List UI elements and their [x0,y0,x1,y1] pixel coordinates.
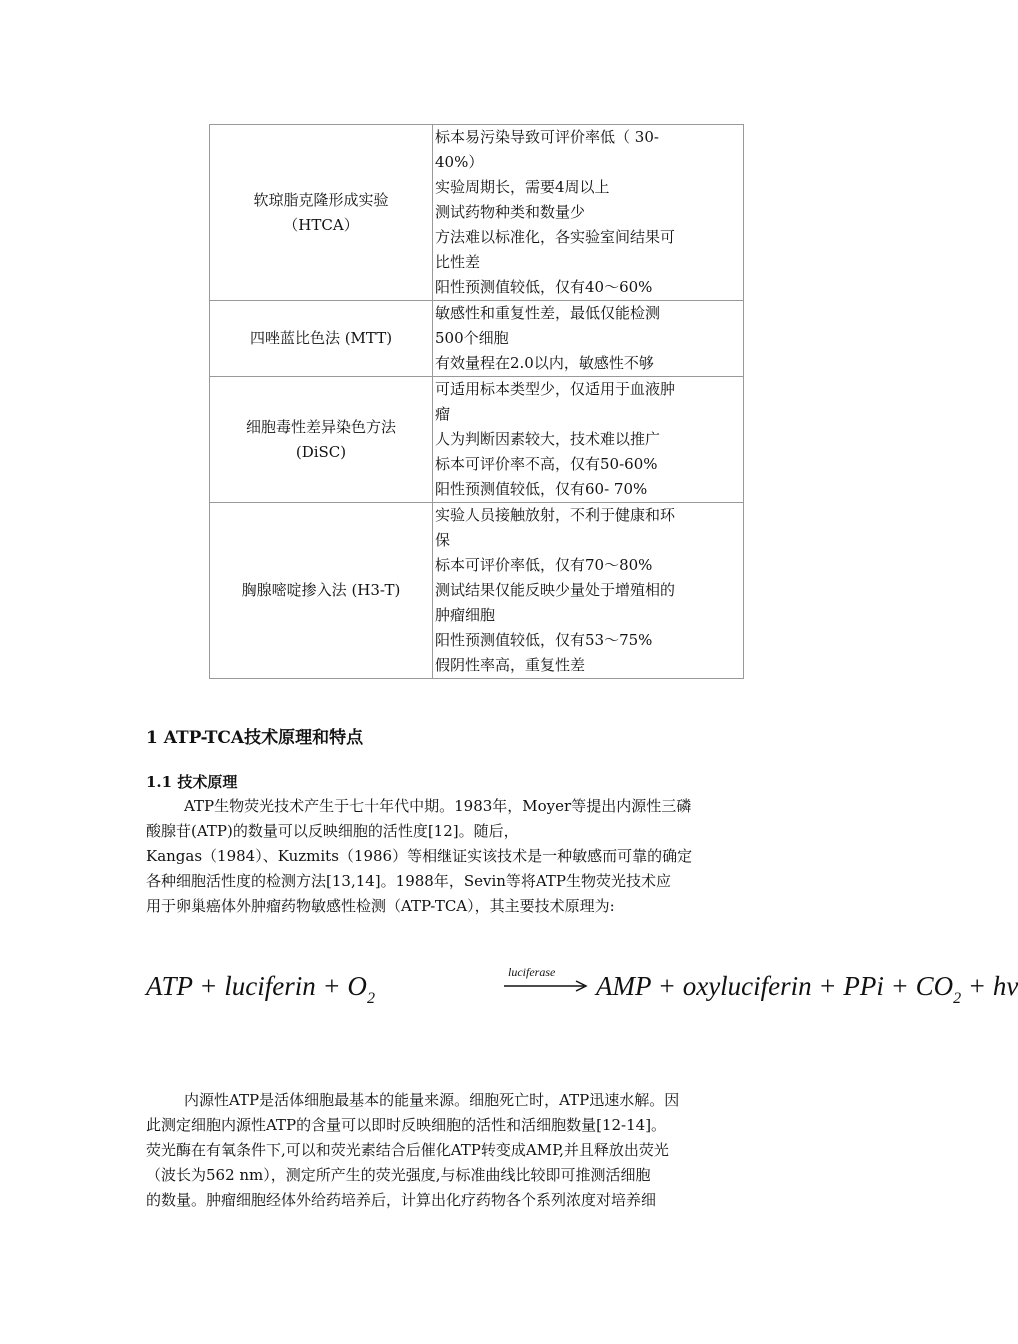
drawback-line: 测试药物种类和数量少 [435,203,586,221]
arrow-icon [502,979,590,993]
enzyme-label: luciferase [508,965,556,979]
method-name-cell [210,503,433,679]
method-drawbacks-cell [433,377,744,503]
drawback-line: 阳性预测值较低，仅有40～60% [435,278,653,296]
method-drawbacks-cell [433,503,744,679]
paragraph-line: 用于卵巢癌体外肿瘤药物敏感性检测（ATP-TCA），其主要技术原理为: [146,897,615,915]
drawback-line: 肿瘤细胞 [435,606,496,624]
drawback-line: 人为判断因素较大，技术难以推广 [435,430,661,448]
equation-reactants: ATP + luciferin + $O_2$ [146,971,375,1007]
intro-paragraph [146,794,816,919]
paragraph-line: 此测定细胞内源性ATP的含量可以即时反映细胞的活性和活细胞数量[12-14]。 [146,1116,667,1134]
method-name-line: (DiSC) [295,442,347,461]
methods-comparison-table [209,124,744,679]
drawback-line: 阳性预测值较低，仅有60- 70% [435,480,648,498]
method-drawbacks-cell [433,125,744,301]
drawback-line: 500个细胞 [435,329,509,347]
reaction-arrow [502,965,590,1005]
drawback-line: 测试结果仅能反映少量处于增殖相的 [435,581,676,599]
drawback-line: 标本可评价率不高，仅有50-60% [435,455,658,473]
drawback-line: 保 [435,531,451,549]
equation-products: AMP + oxyluciferin + PPi + $CO_2$ + hv [596,971,1018,1007]
method-name-line: （HTCA） [283,215,359,234]
drawback-line: 假阴性率高，重复性差 [435,656,586,674]
paragraph-line: Kangas（1984）、Kuzmits（1986）等相继证实该技术是一种敏感而可靠的确定 [146,847,693,865]
drawback-line: 阳性预测值较低，仅有53～75% [435,631,653,649]
method-name-line: 四唑蓝比色法 (MTT) [249,329,393,347]
paragraph-line: ATP生物荧光技术产生于七十年代中期。1983年，Moyer等提出内源性三磷 [184,797,692,815]
method-drawbacks-cell [433,301,744,377]
table-row [210,377,744,503]
drawback-line: 有效量程在2.0以内，敏感性不够 [435,354,654,372]
table-row [210,503,744,679]
drawback-line: 敏感性和重复性差，最低仅能检测 [435,304,661,322]
drawback-line: 实验人员接触放射，不利于健康和环 [435,506,676,524]
drawback-line: 标本可评价率低，仅有70～80% [435,556,653,574]
drawback-line: 比性差 [435,253,481,271]
table-row [210,301,744,377]
drawback-line: 瘤 [435,405,451,423]
method-name-line: 细胞毒性差异染色方法 [245,417,396,436]
atp-reaction-equation [146,965,1018,1015]
drawback-line: 40%） [435,153,484,171]
paragraph-line: 的数量。肿瘤细胞经体外给药培养后，计算出化疗药物各个系列浓度对培养细 [146,1191,657,1209]
principle-paragraph [146,1088,816,1213]
paragraph-line: 内源性ATP是活体细胞最基本的能量来源。细胞死亡时，ATP迅速水解。因 [184,1091,680,1109]
drawback-line: 方法难以标准化，各实验室间结果可 [435,228,676,246]
paragraph-line: 荧光酶在有氧条件下,可以和荧光素结合后催化ATP转变成AMP,并且释放出荧光 [146,1141,669,1159]
paragraph-line: （波长为562 nm），测定所产生的荧光强度,与标准曲线比较即可推测活细胞 [146,1166,651,1184]
method-name-line: 软琼脂克隆形成实验 [253,190,389,209]
method-name-cell [210,301,433,377]
paragraph-line: 各种细胞活性度的检测方法[13,14]。1988年，Sevin等将ATP生物荧光技术应 [146,872,672,890]
method-name-cell [210,125,433,301]
drawback-line: 实验周期长，需要4周以上 [435,178,610,196]
drawback-line: 标本易污染导致可评价率低（ 30- [435,128,659,146]
paragraph-line: 酸腺苷(ATP)的数量可以反映细胞的活性度[12]。随后， [146,822,519,840]
table-row [210,125,744,301]
method-name-line: 胸腺嘧啶掺入法 (H3-T) [241,581,401,599]
section-heading: 1 ATP-TCA技术原理和特点 [146,728,364,748]
method-name-cell [210,377,433,503]
subsection-heading: 1.1 技术原理 [146,773,238,791]
drawback-line: 可适用标本类型少，仅适用于血液肿 [435,380,676,398]
